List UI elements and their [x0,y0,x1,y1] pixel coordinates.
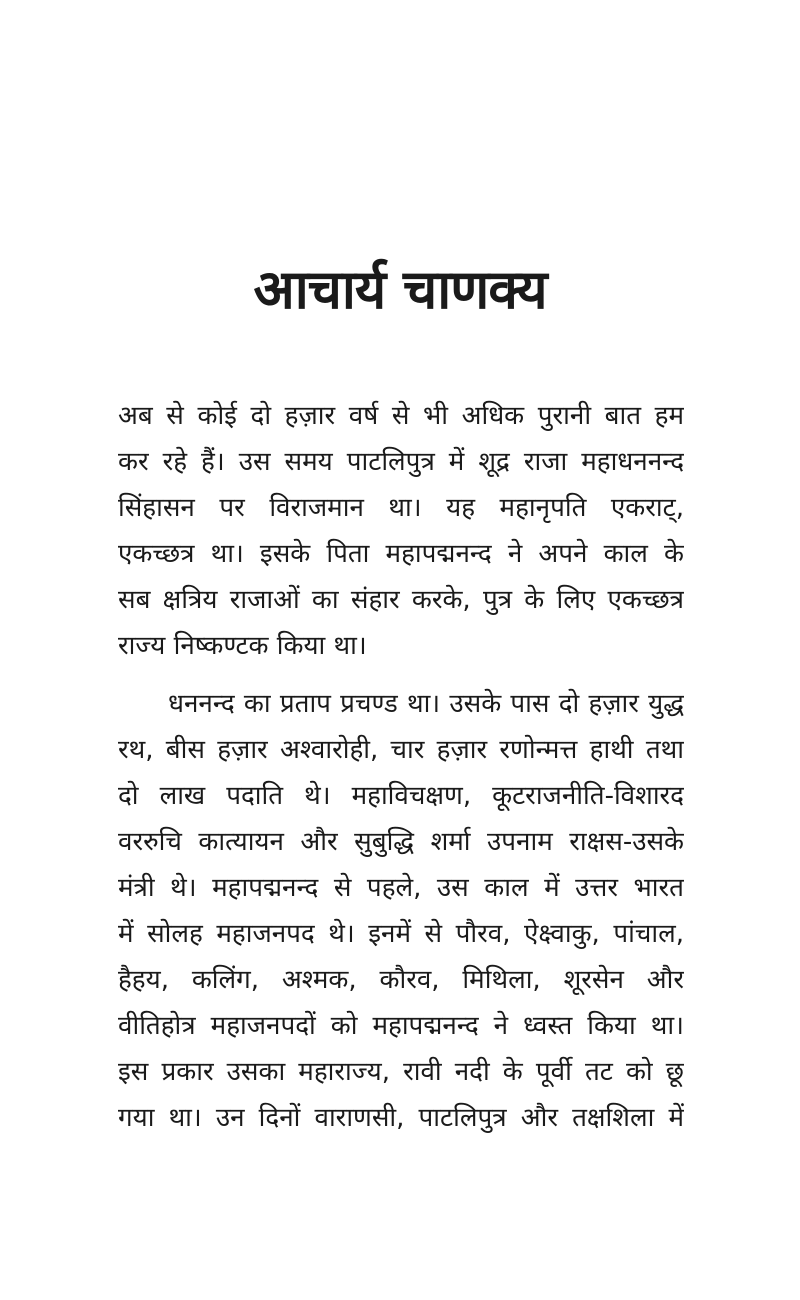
text-line: में सोलह महाजनपद थे। इनमें से पौरव, ऐक्ष्वाकु, पांचाल, [118,919,684,949]
text-line: सिंहासन पर विराजमान था। यह महानृपति एकराट्, [118,493,684,523]
text-line: मंत्री थे। महापद्मनन्द से पहले, उस काल में उत्तर भारत [118,873,684,903]
text-line: दो लाख पदाति थे। महाविचक्षण, कूटराजनीति-विशारद [118,781,684,811]
text-line: सब क्षत्रिय राजाओं का संहार करके, पुत्र के लिए एकच्छत्र [118,585,684,615]
chapter-title: आचार्य चाणक्य [253,258,547,321]
text-line: हैहय, कलिंग, अश्मक, कौरव, मिथिला, शूरसेन और [118,965,684,995]
paragraph-1 [118,393,684,669]
text-line: वीतिहोत्र महाजनपदों को महापद्मनन्द ने ध्वस्त किया था। [118,1011,684,1041]
paragraph-2 [118,681,684,1141]
text-line: धननन्द का प्रताप प्रचण्ड था। उसके पास दो हज़ार युद्ध [168,689,684,719]
text-line: कर रहे हैं। उस समय पाटलिपुत्र में शूद्र राजा महाधननन्द [118,447,684,477]
text-line: एकच्छत्र था। इसके पिता महापद्मनन्द ने अपने काल के [118,539,684,569]
body-text [118,393,684,1141]
text-line: इस प्रकार उसका महाराज्य, रावी नदी के पूर्वी तट को छू [118,1057,684,1087]
text-line: गया था। उन दिनों वाराणसी, पाटलिपुत्र और तक्षशिला में [118,1103,684,1133]
text-line: रथ, बीस हज़ार अश्वारोही, चार हज़ार रणोन्मत्त हाथी तथा [118,735,684,765]
text-line: राज्य निष्कण्टक किया था। [118,631,367,661]
text-line: अब से कोई दो हज़ार वर्ष से भी अधिक पुरानी बात हम [118,401,684,431]
text-line: वररुचि कात्यायन और सुबुद्धि शर्मा उपनाम राक्षस-उसके [118,827,684,857]
